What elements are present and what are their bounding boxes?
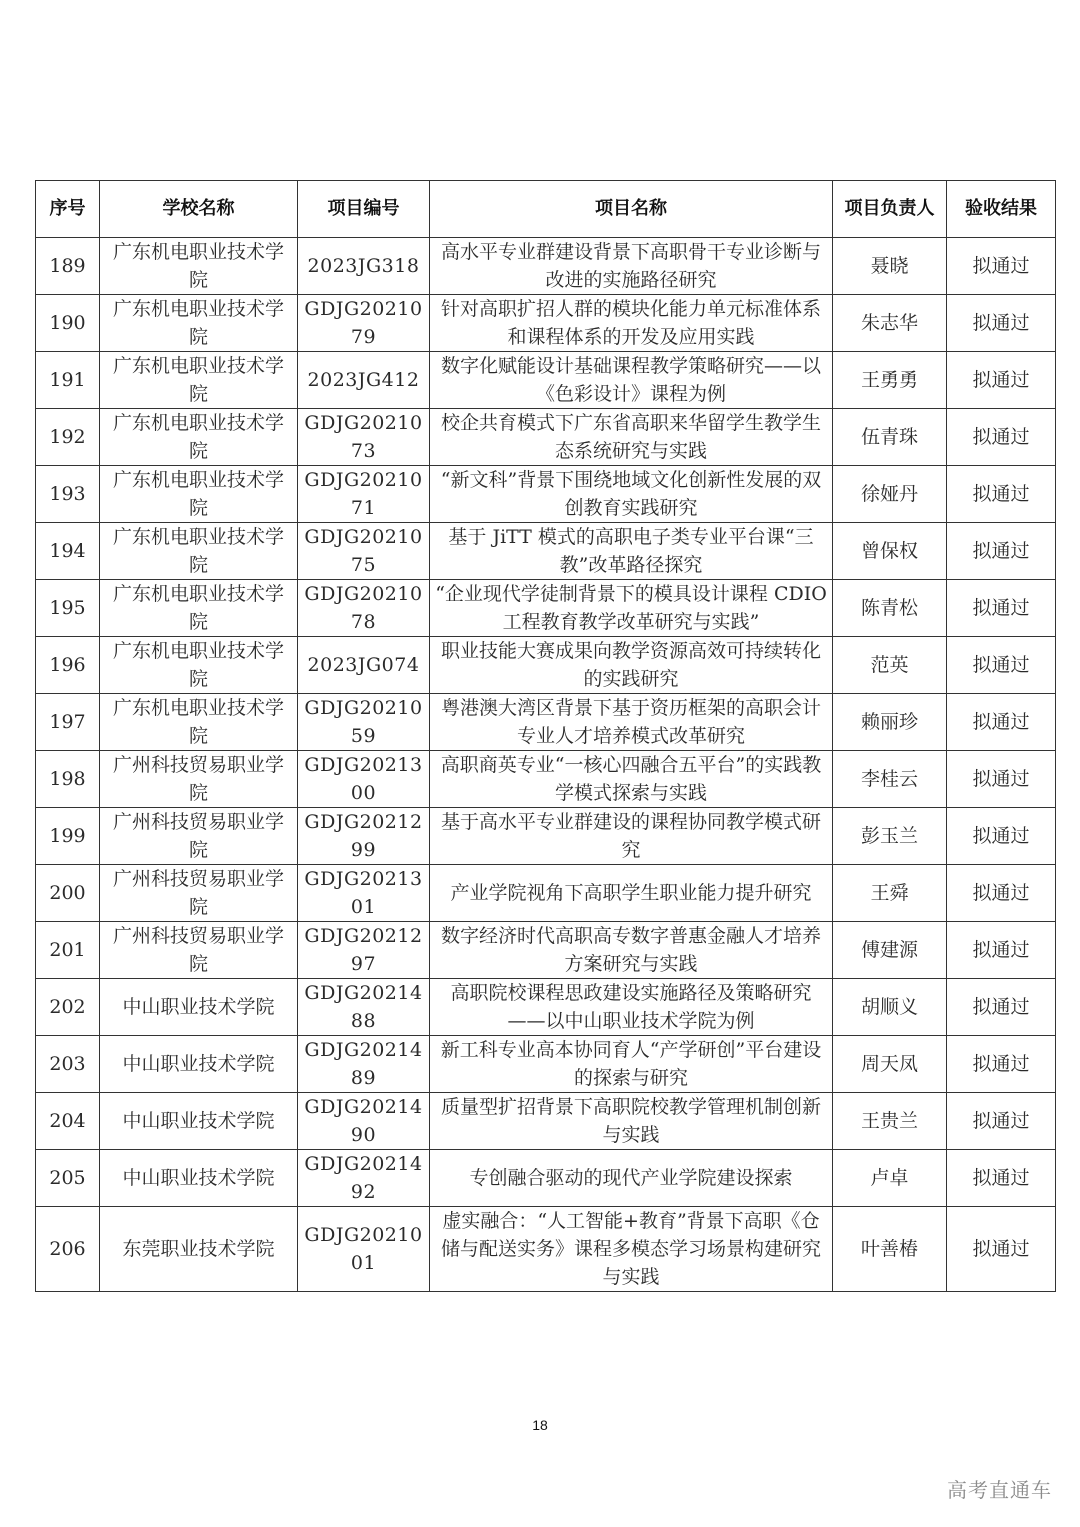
table-row (36, 295, 1056, 352)
cell-person: 彭玉兰 (833, 808, 947, 865)
cell-result: 拟通过 (947, 865, 1056, 922)
cell-code: GDJG2021490 (298, 1093, 430, 1150)
cell-result: 拟通过 (947, 979, 1056, 1036)
cell-code: 2023JG318 (298, 238, 430, 295)
cell-code: GDJG2021059 (298, 694, 430, 751)
cell-title: 专创融合驱动的现代产业学院建设探索 (430, 1150, 833, 1207)
cell-result: 拟通过 (947, 409, 1056, 466)
cell-code: GDJG2021492 (298, 1150, 430, 1207)
cell-title: 高水平专业群建设背景下高职骨干专业诊断与改进的实施路径研究 (430, 238, 833, 295)
cell-code: GDJG2021489 (298, 1036, 430, 1093)
cell-code: GDJG2021001 (298, 1207, 430, 1292)
cell-code: GDJG2021299 (298, 808, 430, 865)
cell-school: 广州科技贸易职业学院 (100, 865, 298, 922)
cell-seq: 194 (36, 523, 100, 580)
project-acceptance-table (35, 180, 1056, 1292)
cell-title: 粤港澳大湾区背景下基于资历框架的高职会计专业人才培养模式改革研究 (430, 694, 833, 751)
cell-title: 校企共育模式下广东省高职来华留学生教学生态系统研究与实践 (430, 409, 833, 466)
table-row (36, 865, 1056, 922)
cell-title: 新工科专业高本协同育人“产学研创”平台建设的探索与研究 (430, 1036, 833, 1093)
cell-school: 广东机电职业技术学院 (100, 523, 298, 580)
table-row (36, 1036, 1056, 1093)
table-row (36, 922, 1056, 979)
cell-result: 拟通过 (947, 637, 1056, 694)
cell-title: 基于 JiTT 模式的高职电子类专业平台课“三教”改革路径探究 (430, 523, 833, 580)
cell-title: 职业技能大赛成果向教学资源高效可持续转化的实践研究 (430, 637, 833, 694)
cell-code: GDJG2021300 (298, 751, 430, 808)
cell-code: GDJG2021078 (298, 580, 430, 637)
cell-result: 拟通过 (947, 694, 1056, 751)
cell-school: 中山职业技术学院 (100, 1093, 298, 1150)
header-code: 项目编号 (298, 181, 430, 238)
cell-title: 产业学院视角下高职学生职业能力提升研究 (430, 865, 833, 922)
cell-school: 广东机电职业技术学院 (100, 694, 298, 751)
cell-seq: 196 (36, 637, 100, 694)
cell-person: 王贵兰 (833, 1093, 947, 1150)
header-seq: 序号 (36, 181, 100, 238)
cell-seq: 203 (36, 1036, 100, 1093)
cell-school: 广东机电职业技术学院 (100, 466, 298, 523)
cell-person: 范英 (833, 637, 947, 694)
cell-seq: 198 (36, 751, 100, 808)
cell-code: GDJG2021073 (298, 409, 430, 466)
header-person: 项目负责人 (833, 181, 947, 238)
cell-school: 广东机电职业技术学院 (100, 352, 298, 409)
table-row (36, 1150, 1056, 1207)
cell-school: 广东机电职业技术学院 (100, 409, 298, 466)
cell-seq: 202 (36, 979, 100, 1036)
cell-title: 针对高职扩招人群的模块化能力单元标准体系和课程体系的开发及应用实践 (430, 295, 833, 352)
cell-seq: 195 (36, 580, 100, 637)
cell-school: 广州科技贸易职业学院 (100, 751, 298, 808)
cell-person: 赖丽珍 (833, 694, 947, 751)
table-row (36, 466, 1056, 523)
cell-person: 伍青珠 (833, 409, 947, 466)
cell-seq: 193 (36, 466, 100, 523)
cell-code: 2023JG412 (298, 352, 430, 409)
cell-result: 拟通过 (947, 1036, 1056, 1093)
watermark-text: 高考直通车 (947, 1478, 1052, 1502)
cell-school: 中山职业技术学院 (100, 1150, 298, 1207)
cell-person: 曾保权 (833, 523, 947, 580)
cell-person: 胡顺义 (833, 979, 947, 1036)
cell-code: GDJG2021488 (298, 979, 430, 1036)
cell-result: 拟通过 (947, 808, 1056, 865)
cell-seq: 205 (36, 1150, 100, 1207)
cell-result: 拟通过 (947, 1150, 1056, 1207)
table-row (36, 751, 1056, 808)
cell-seq: 192 (36, 409, 100, 466)
cell-seq: 200 (36, 865, 100, 922)
cell-title: “企业现代学徒制背景下的模具设计课程 CDIO 工程教育教学改革研究与实践” (430, 580, 833, 637)
cell-school: 广东机电职业技术学院 (100, 295, 298, 352)
cell-result: 拟通过 (947, 466, 1056, 523)
cell-result: 拟通过 (947, 1093, 1056, 1150)
cell-school: 中山职业技术学院 (100, 1036, 298, 1093)
cell-code: 2023JG074 (298, 637, 430, 694)
cell-code: GDJG2021071 (298, 466, 430, 523)
cell-title: 数字经济时代高职高专数字普惠金融人才培养方案研究与实践 (430, 922, 833, 979)
table-header-row (36, 181, 1056, 238)
cell-seq: 189 (36, 238, 100, 295)
table-row (36, 523, 1056, 580)
cell-person: 朱志华 (833, 295, 947, 352)
cell-person: 傅建源 (833, 922, 947, 979)
cell-school: 广东机电职业技术学院 (100, 637, 298, 694)
cell-school: 广东机电职业技术学院 (100, 238, 298, 295)
cell-person: 卢卓 (833, 1150, 947, 1207)
cell-code: GDJG2021075 (298, 523, 430, 580)
cell-title: “新文科”背景下围绕地域文化创新性发展的双创教育实践研究 (430, 466, 833, 523)
cell-result: 拟通过 (947, 238, 1056, 295)
header-school: 学校名称 (100, 181, 298, 238)
cell-person: 叶善椿 (833, 1207, 947, 1292)
cell-seq: 204 (36, 1093, 100, 1150)
cell-code: GDJG2021301 (298, 865, 430, 922)
cell-code: GDJG2021297 (298, 922, 430, 979)
table-row (36, 694, 1056, 751)
cell-seq: 206 (36, 1207, 100, 1292)
table-row (36, 238, 1056, 295)
cell-person: 王勇勇 (833, 352, 947, 409)
cell-seq: 190 (36, 295, 100, 352)
cell-result: 拟通过 (947, 523, 1056, 580)
table-row (36, 409, 1056, 466)
cell-result: 拟通过 (947, 580, 1056, 637)
cell-title: 基于高水平专业群建设的课程协同教学模式研究 (430, 808, 833, 865)
table-row (36, 352, 1056, 409)
cell-person: 王舜 (833, 865, 947, 922)
cell-person: 陈青松 (833, 580, 947, 637)
table-row (36, 1207, 1056, 1292)
cell-person: 李桂云 (833, 751, 947, 808)
cell-school: 广东机电职业技术学院 (100, 580, 298, 637)
cell-result: 拟通过 (947, 352, 1056, 409)
cell-result: 拟通过 (947, 922, 1056, 979)
cell-title: 质量型扩招背景下高职院校教学管理机制创新与实践 (430, 1093, 833, 1150)
table-row (36, 979, 1056, 1036)
cell-title: 数字化赋能设计基础课程教学策略研究——以《色彩设计》课程为例 (430, 352, 833, 409)
table-row (36, 580, 1056, 637)
table-row (36, 637, 1056, 694)
cell-school: 广州科技贸易职业学院 (100, 922, 298, 979)
cell-result: 拟通过 (947, 751, 1056, 808)
cell-person: 聂晓 (833, 238, 947, 295)
cell-title: 高职院校课程思政建设实施路径及策略研究——以中山职业技术学院为例 (430, 979, 833, 1036)
cell-title: 高职商英专业“一核心四融合五平台”的实践教学模式探索与实践 (430, 751, 833, 808)
cell-seq: 191 (36, 352, 100, 409)
cell-person: 周天凤 (833, 1036, 947, 1093)
cell-school: 广州科技贸易职业学院 (100, 808, 298, 865)
cell-school: 东莞职业技术学院 (100, 1207, 298, 1292)
cell-result: 拟通过 (947, 1207, 1056, 1292)
page-number: 18 (532, 1417, 548, 1433)
cell-school: 中山职业技术学院 (100, 979, 298, 1036)
cell-seq: 199 (36, 808, 100, 865)
table-row (36, 1093, 1056, 1150)
cell-seq: 201 (36, 922, 100, 979)
cell-result: 拟通过 (947, 295, 1056, 352)
cell-code: GDJG2021079 (298, 295, 430, 352)
cell-title: 虚实融合：“人工智能+教育”背景下高职《仓储与配送实务》课程多模态学习场景构建研究与实践 (430, 1207, 833, 1292)
table-row (36, 808, 1056, 865)
cell-seq: 197 (36, 694, 100, 751)
header-result: 验收结果 (947, 181, 1056, 238)
header-title: 项目名称 (430, 181, 833, 238)
cell-person: 徐娅丹 (833, 466, 947, 523)
